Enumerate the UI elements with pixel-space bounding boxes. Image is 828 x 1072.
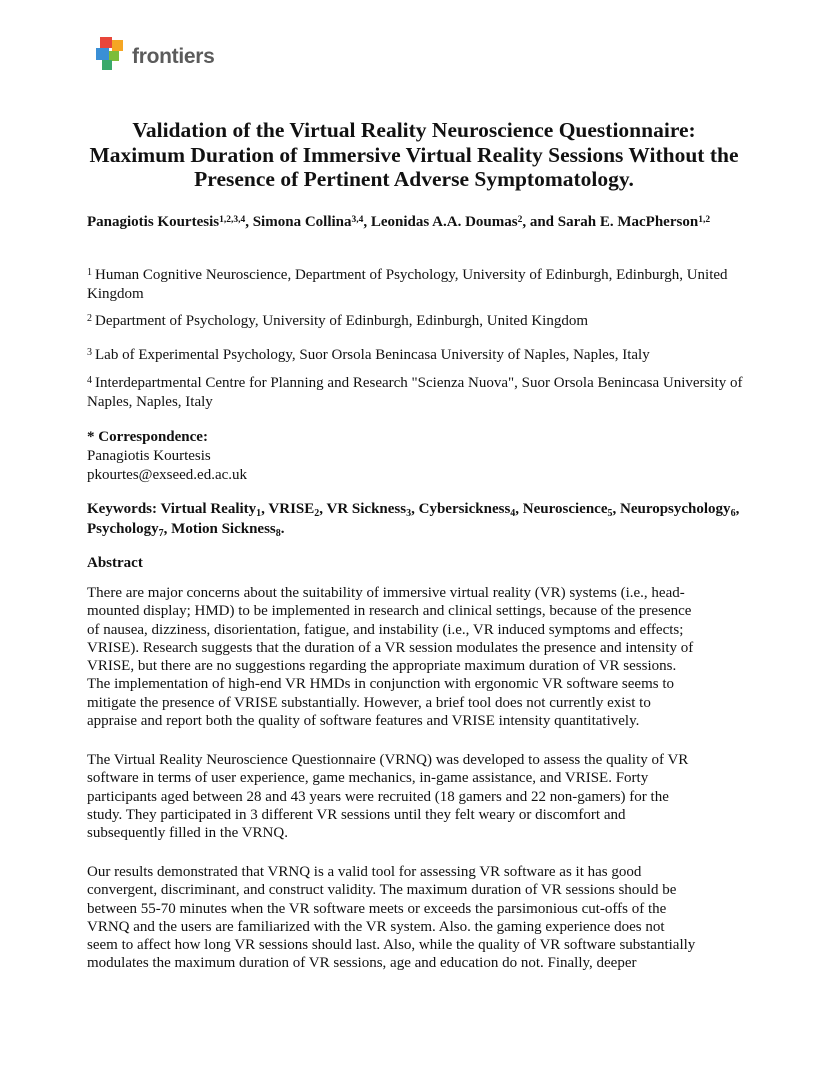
author-affiliation-marker: 1,2,3,4	[219, 215, 246, 225]
paragraph-line: convergent, discriminant, and construct validity. The maximum duration of VR sessions should be	[87, 882, 677, 899]
correspondence-email[interactable]: pkourtes@exseed.ed.ac.uk	[87, 467, 248, 483]
author-separator: , and	[522, 214, 558, 230]
author-list	[87, 213, 747, 232]
frontiers-logo-icon	[96, 37, 128, 71]
affiliation-text: Lab of Experimental Psychology, Suor Orsola Benincasa University of Naples, Naples, Italy	[95, 347, 650, 363]
affiliation	[87, 374, 757, 412]
affiliation-text: Interdepartmental Centre for Planning and Research "Scienza Nuova", Suor Orsola Benincasa University of Naples, Naples, Italy	[87, 375, 743, 410]
keyword-number: 1	[256, 508, 262, 519]
keyword: Neuropsychology	[619, 501, 731, 517]
title-line: Maximum Duration of Immersive Virtual Reality Sessions Without the	[89, 142, 739, 167]
title-line: Validation of the Virtual Reality Neuroscience Questionnaire:	[132, 118, 696, 142]
keyword: VRISE	[268, 501, 315, 517]
paragraph-line: VRISE). Research suggests that the duration of a VR session modulates the presence and intensity of	[87, 639, 694, 656]
author-separator: ,	[363, 214, 371, 230]
keyword-number: 6	[730, 508, 736, 519]
correspondence-block	[87, 428, 247, 485]
abstract-paragraph	[87, 751, 757, 842]
publisher-name: frontiers	[132, 45, 215, 68]
correspondence-heading: * Correspondence:	[87, 429, 208, 445]
abstract-paragraph	[87, 863, 757, 973]
keyword: VR Sickness	[326, 501, 407, 517]
paragraph-line: VRISE, but there are no suggestions regarding the appropriate maximum duration of VR sessions.	[87, 658, 677, 675]
paragraph-line: appraise and report both the quality of software features and VRISE intensity quantitatively.	[87, 713, 640, 730]
paragraph-line: mounted display; HMD) to be implemented in research and clinical settings, because of the presence	[87, 603, 692, 620]
keywords-block: Keywords: Virtual Reality$_1$, $VRISE_2$, VR Sickness$_3$, Cybersickness$_4$, Neuroscience$_5$, Neuropsychology$_6$, Psychology$_7$, Motion Sickness$_8$.	[87, 501, 740, 539]
paper-title	[60, 118, 768, 192]
paragraph-line: There are major concerns about the suitability of immersive virtual reality (VR) systems (i.e., head-	[87, 585, 685, 601]
paragraph-line: participants aged between 28 and 43 years were recruited (18 gamers and 22 non-gamers) for the	[87, 788, 669, 805]
author-name: Sarah E. MacPherson	[557, 214, 699, 230]
title-line: Presence of Pertinent Adverse Symptomatology.	[194, 167, 634, 191]
paragraph-line: subsequently filled in the VRNQ.	[87, 825, 288, 842]
keyword: Cybersickness	[418, 501, 511, 517]
author-affiliation-marker: 3,4	[351, 215, 364, 225]
paragraph-line: mitigate the presence of VRISE substantially. However, a brief tool does not currently exist to	[87, 694, 651, 711]
paragraph-line: study. They participated in 3 different VR sessions until they felt weary or discomfort and	[87, 806, 626, 823]
author-name: Panagiotis Kourtesis	[87, 214, 220, 230]
keyword-number: 4	[510, 508, 516, 519]
paragraph-line: VRNQ and the users are familiarized with the VR system. Also. the gaming experience does not	[87, 918, 665, 935]
paragraph-line: Our results demonstrated that VRNQ is a valid tool for assessing VR software as it has good	[87, 864, 642, 880]
paragraph-line: The Virtual Reality Neuroscience Questionnaire (VRNQ) was developed to assess the quality of VR	[87, 752, 689, 768]
keyword-number: 2	[314, 508, 320, 519]
keyword-number: 8	[275, 528, 281, 539]
keyword: Neuroscience	[522, 501, 608, 517]
affiliation	[87, 346, 757, 365]
affiliation-number: 2	[87, 313, 92, 324]
keyword-number: 5	[607, 508, 613, 519]
keyword-number: 7	[158, 528, 164, 539]
paragraph-line: between 55-70 minutes when the VR software meets or exceeds the parsimonious cut-offs of the	[87, 900, 667, 917]
keyword: Motion Sickness	[171, 521, 276, 537]
affiliation-text: Human Cognitive Neuroscience, Department of Psychology, University of Edinburgh, Edinburgh, United Kingdom	[87, 267, 728, 302]
keyword: Psychology	[87, 521, 159, 537]
author-name: Simona Collina	[252, 214, 352, 230]
author-name: Leonidas A.A. Doumas	[370, 214, 518, 230]
paragraph-line: The implementation of high-end VR HMDs in conjunction with ergonomic VR software seems to	[87, 676, 674, 693]
author-affiliation-marker: 2	[517, 215, 523, 225]
affiliation-text: Department of Psychology, University of Edinburgh, Edinburgh, United Kingdom	[95, 313, 589, 329]
author-affiliation-marker: 1,2	[698, 215, 711, 225]
paragraph-line: seem to affect how long VR sessions should last. Also, while the quality of VR software substantially	[87, 937, 696, 954]
affiliation	[87, 312, 757, 331]
affiliation-number: 3	[87, 347, 92, 358]
author-separator: ,	[245, 214, 253, 230]
affiliation-number: 1	[87, 267, 92, 278]
abstract-paragraph	[87, 584, 757, 730]
keyword: Virtual Reality	[160, 501, 257, 517]
keyword-number: 3	[406, 508, 412, 519]
keywords-label: Keywords:	[87, 501, 157, 517]
paragraph-line: software in terms of user experience, game mechanics, in-game assistance, and VRISE. Forty	[87, 770, 649, 787]
affiliation-number: 4	[87, 375, 92, 386]
abstract-heading: Abstract	[87, 555, 143, 571]
correspondence-name: Panagiotis Kourtesis	[87, 448, 211, 464]
paragraph-line: modulates the maximum duration of VR sessions, age and education do not. Finally, deeper	[87, 955, 637, 972]
publisher-logo	[96, 34, 214, 74]
paragraph-line: of nausea, dizziness, disorientation, fatigue, and instability (i.e., VR induced symptoms and effects;	[87, 621, 684, 638]
affiliation	[87, 266, 757, 304]
